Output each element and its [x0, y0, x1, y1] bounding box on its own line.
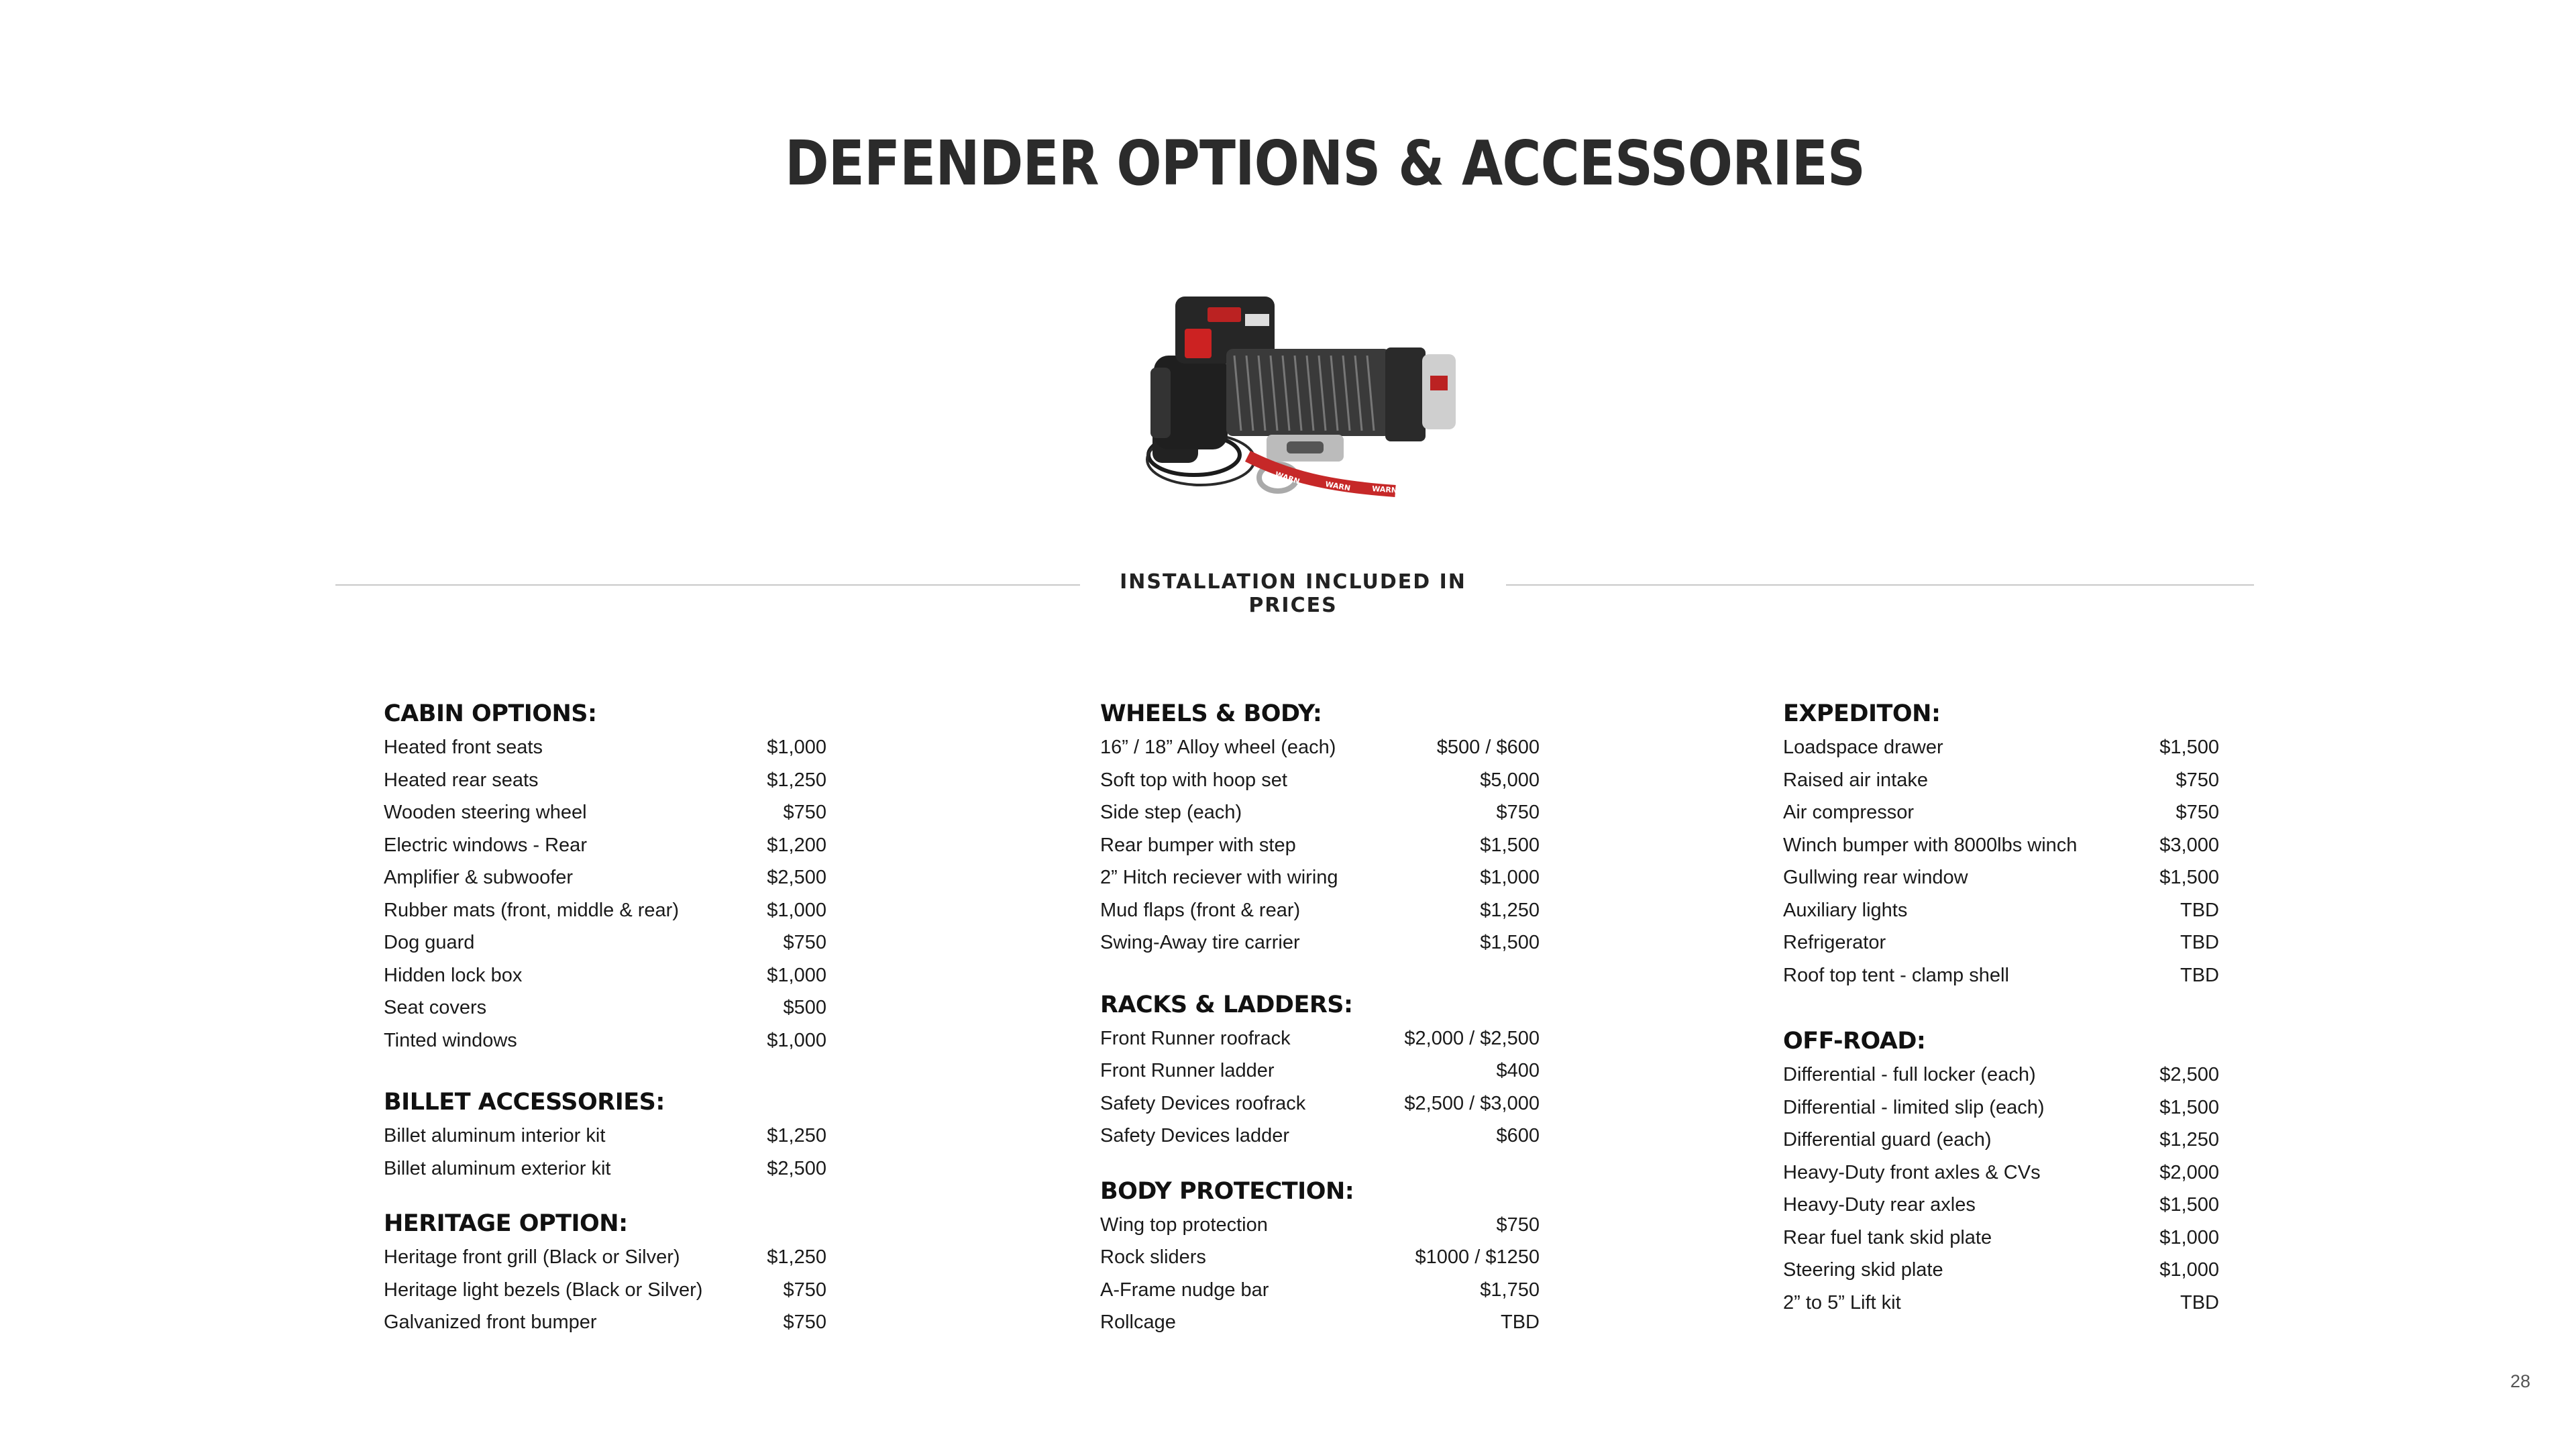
- item-name: Steering skid plate: [1783, 1259, 1943, 1281]
- heritage-option-heading: HERITAGE OPTION:: [384, 1210, 628, 1237]
- item-name: Mud flaps (front & rear): [1100, 899, 1301, 921]
- list-item: [1100, 861, 1540, 894]
- list-item: [1783, 796, 2219, 829]
- off-road-list: [1783, 1059, 2219, 1319]
- item-price: TBD: [2180, 932, 2219, 953]
- item-price: $1,750: [1480, 1279, 1540, 1301]
- list-item: [384, 731, 826, 764]
- item-name: Differential - limited slip (each): [1783, 1096, 2045, 1118]
- list-item: [1783, 926, 2219, 959]
- item-name: Electric windows - Rear: [384, 834, 587, 856]
- item-name: Hidden lock box: [384, 964, 523, 986]
- wheels-body-heading: WHEELS & BODY:: [1100, 700, 1322, 727]
- racks-ladders-list: [1100, 1022, 1540, 1152]
- list-item: [1783, 1189, 2219, 1222]
- list-item: [1100, 1087, 1540, 1120]
- svg-text:WARN: WARN: [1371, 484, 1398, 495]
- item-price: $1,500: [2159, 1096, 2219, 1118]
- item-name: Loadspace drawer: [1783, 737, 1943, 758]
- item-name: Roof top tent - clamp shell: [1783, 964, 2009, 986]
- installation-note: INSTALLATION INCLUDED IN PRICES: [1120, 570, 1466, 617]
- item-name: Billet aluminum interior kit: [384, 1125, 606, 1146]
- item-price: $1,000: [2159, 1226, 2219, 1248]
- winch-icon: [1114, 275, 1489, 510]
- list-item: [384, 1274, 826, 1307]
- item-price: $1,000: [767, 899, 826, 921]
- list-item: [384, 1024, 826, 1057]
- item-name: Gullwing rear window: [1783, 867, 1968, 888]
- expedition-heading: EXPEDITON:: [1783, 700, 1941, 727]
- racks-ladders-heading: RACKS & LADDERS:: [1100, 991, 1353, 1018]
- item-price: $750: [2176, 802, 2219, 823]
- svg-text:WARN: WARN: [1274, 470, 1301, 486]
- list-item: [384, 1152, 826, 1185]
- item-price: TBD: [2180, 1291, 2219, 1313]
- item-name: Tinted windows: [384, 1029, 517, 1051]
- list-item: [1100, 1306, 1540, 1339]
- item-name: Rear bumper with step: [1100, 834, 1296, 856]
- item-name: Differential - full locker (each): [1783, 1064, 2036, 1085]
- wheels-body-list: [1100, 731, 1540, 959]
- item-name: Air compressor: [1783, 802, 1914, 823]
- item-name: Amplifier & subwoofer: [384, 867, 574, 888]
- item-name: Winch bumper with 8000lbs winch: [1783, 834, 2078, 856]
- item-price: TBD: [2180, 964, 2219, 986]
- list-item: [1783, 829, 2219, 862]
- list-item: [384, 926, 826, 959]
- body-protection-heading: BODY PROTECTION:: [1100, 1177, 1354, 1205]
- list-item: [1100, 796, 1540, 829]
- page-number: 28: [2510, 1371, 2530, 1391]
- off-road-heading: OFF-ROAD:: [1783, 1028, 1926, 1055]
- item-price: $1,500: [2159, 867, 2219, 888]
- item-price: $1,000: [2159, 1259, 2219, 1281]
- item-price: $1,200: [767, 834, 826, 856]
- item-price: $2,000 / $2,500: [1404, 1027, 1540, 1049]
- cabin-options-heading: CABIN OPTIONS:: [384, 700, 597, 727]
- item-name: Safety Devices ladder: [1100, 1125, 1290, 1146]
- list-item: [1783, 764, 2219, 797]
- item-price: $2,500 / $3,000: [1404, 1092, 1540, 1114]
- item-name: Heritage light bezels (Black or Silver): [384, 1279, 703, 1301]
- item-name: Wooden steering wheel: [384, 802, 587, 823]
- item-price: $750: [783, 1279, 826, 1301]
- divider-line-left: [335, 584, 1080, 586]
- item-price: $1,500: [2159, 737, 2219, 758]
- list-item: [384, 829, 826, 862]
- list-item: [1783, 1287, 2219, 1320]
- list-item: [1100, 1241, 1540, 1274]
- item-price: $750: [1496, 802, 1540, 823]
- item-price: $400: [1496, 1060, 1540, 1081]
- list-item: [1100, 764, 1540, 797]
- item-price: $750: [1496, 1214, 1540, 1236]
- item-name: Heritage front grill (Black or Silver): [384, 1246, 680, 1268]
- item-name: Front Runner roofrack: [1100, 1027, 1291, 1049]
- page-title: DEFENDER OPTIONS & ACCESSORIES: [784, 127, 1866, 199]
- item-price: $1,000: [767, 737, 826, 758]
- billet-accessories-list: [384, 1120, 826, 1185]
- item-name: 2” to 5” Lift kit: [1783, 1291, 1901, 1313]
- item-name: Seat covers: [384, 997, 487, 1018]
- item-name: 2” Hitch reciever with wiring: [1100, 867, 1338, 888]
- item-price: $1,500: [2159, 1194, 2219, 1216]
- item-name: Front Runner ladder: [1100, 1060, 1275, 1081]
- item-price: $1,000: [767, 964, 826, 986]
- list-item: [384, 861, 826, 894]
- list-item: [1100, 1274, 1540, 1307]
- list-item: [1783, 959, 2219, 992]
- list-item: [1100, 1209, 1540, 1242]
- item-name: Rear fuel tank skid plate: [1783, 1226, 1992, 1248]
- list-item: [384, 1241, 826, 1274]
- item-name: Side step (each): [1100, 802, 1242, 823]
- list-item: [1783, 1157, 2219, 1189]
- cabin-options-list: [384, 731, 826, 1057]
- item-price: $3,000: [2159, 834, 2219, 856]
- item-name: Dog guard: [384, 932, 475, 953]
- list-item: [1783, 731, 2219, 764]
- item-price: $1,250: [767, 1125, 826, 1146]
- item-name: Swing-Away tire carrier: [1100, 932, 1300, 953]
- item-name: Safety Devices roofrack: [1100, 1092, 1306, 1114]
- list-item: [1100, 926, 1540, 959]
- list-item: [1783, 1091, 2219, 1124]
- item-name: 16” / 18” Alloy wheel (each): [1100, 737, 1336, 758]
- list-item: [1100, 1022, 1540, 1055]
- item-name: Wing top protection: [1100, 1214, 1268, 1236]
- item-price: $600: [1496, 1125, 1540, 1146]
- svg-text:WARN: WARN: [1324, 480, 1352, 493]
- list-item: [1100, 829, 1540, 862]
- list-item: [1783, 1254, 2219, 1287]
- item-price: $500: [783, 997, 826, 1018]
- item-price: $500 / $600: [1436, 737, 1540, 758]
- list-item: [1783, 861, 2219, 894]
- item-price: $1000 / $1250: [1415, 1246, 1540, 1268]
- divider-line-right: [1506, 584, 2254, 586]
- item-name: A-Frame nudge bar: [1100, 1279, 1269, 1301]
- expedition-list: [1783, 731, 2219, 991]
- item-name: Rollcage: [1100, 1311, 1176, 1333]
- item-name: Billet aluminum exterior kit: [384, 1157, 611, 1179]
- list-item: [384, 796, 826, 829]
- item-name: Refrigerator: [1783, 932, 1886, 953]
- list-item: [384, 1306, 826, 1339]
- list-item: [1100, 731, 1540, 764]
- list-item: [1783, 1222, 2219, 1254]
- item-price: $750: [2176, 769, 2219, 791]
- list-item: [1100, 1120, 1540, 1152]
- item-name: Differential guard (each): [1783, 1129, 1992, 1150]
- item-name: Galvanized front bumper: [384, 1311, 597, 1333]
- item-name: Rock sliders: [1100, 1246, 1206, 1268]
- list-item: [1100, 1055, 1540, 1087]
- item-price: TBD: [1501, 1311, 1540, 1333]
- body-protection-list: [1100, 1209, 1540, 1339]
- heritage-option-list: [384, 1241, 826, 1339]
- item-price: $1,250: [767, 769, 826, 791]
- item-price: $5,000: [1480, 769, 1540, 791]
- item-price: $2,500: [767, 867, 826, 888]
- list-item: [384, 764, 826, 797]
- list-item: [384, 959, 826, 992]
- item-price: $1,000: [1480, 867, 1540, 888]
- item-name: Auxiliary lights: [1783, 899, 1908, 921]
- item-name: Soft top with hoop set: [1100, 769, 1287, 791]
- billet-accessories-heading: BILLET ACCESSORIES:: [384, 1089, 665, 1116]
- list-item: [1783, 1124, 2219, 1157]
- item-price: $2,000: [2159, 1161, 2219, 1183]
- item-price: $1,250: [2159, 1129, 2219, 1150]
- item-price: $750: [783, 932, 826, 953]
- column-left: [384, 696, 826, 1339]
- column-middle: [1100, 696, 1540, 1339]
- item-name: Heavy-Duty rear axles: [1783, 1194, 1976, 1216]
- column-right: [1783, 696, 2219, 1319]
- item-price: TBD: [2180, 899, 2219, 921]
- list-item: [384, 991, 826, 1024]
- item-price: $750: [783, 802, 826, 823]
- item-price: $1,250: [767, 1246, 826, 1268]
- item-name: Raised air intake: [1783, 769, 1928, 791]
- list-item: [1783, 894, 2219, 927]
- item-price: $1,250: [1480, 899, 1540, 921]
- item-name: Heavy-Duty front axles & CVs: [1783, 1161, 2041, 1183]
- list-item: [1100, 894, 1540, 927]
- list-item: [1783, 1059, 2219, 1091]
- item-name: Heated rear seats: [384, 769, 539, 791]
- list-item: [384, 1120, 826, 1152]
- item-price: $1,000: [767, 1029, 826, 1051]
- item-price: $1,500: [1480, 834, 1540, 856]
- item-price: $2,500: [767, 1157, 826, 1179]
- item-name: Rubber mats (front, middle & rear): [384, 899, 679, 921]
- item-name: Heated front seats: [384, 737, 543, 758]
- item-price: $750: [783, 1311, 826, 1333]
- item-price: $2,500: [2159, 1064, 2219, 1085]
- item-price: $1,500: [1480, 932, 1540, 953]
- list-item: [384, 894, 826, 927]
